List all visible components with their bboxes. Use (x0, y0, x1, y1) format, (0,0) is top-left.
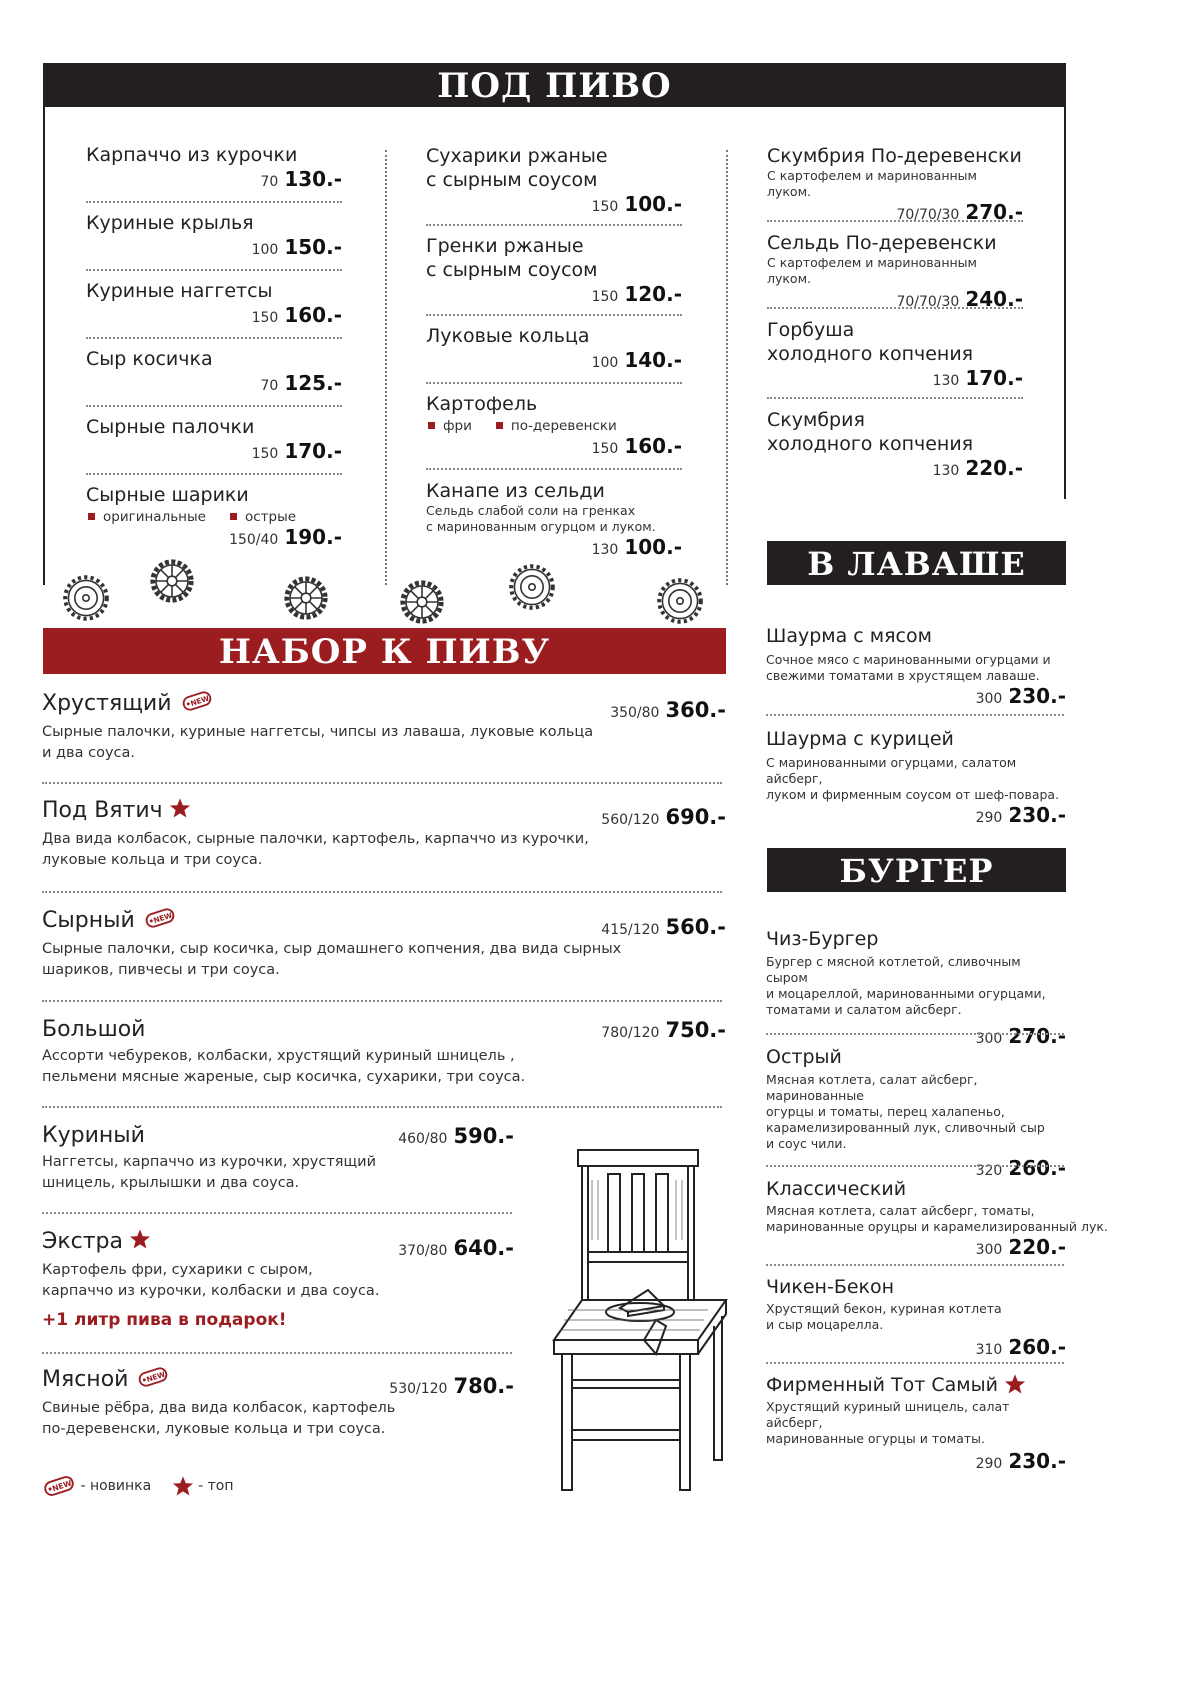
item-price: 270.- (1008, 1024, 1066, 1048)
item-name-line2: с сырным соусом (426, 259, 598, 281)
item-weight: 300 (975, 1242, 1003, 1258)
item-weight: 130 (932, 373, 960, 389)
item-weight: 300 (975, 691, 1003, 707)
item-price: 780.- (453, 1374, 514, 1398)
item-price: 750.- (665, 1018, 726, 1042)
menu-item (766, 727, 1066, 827)
item-description: Сырные палочки, сыр косичка, сыр домашнего копчения, два вида сырных (42, 941, 622, 957)
section-frame-right (1064, 107, 1066, 499)
menu-item (42, 1228, 514, 1330)
item-name: Фирменный Тот Самый (766, 1374, 998, 1396)
item-price: 270.- (965, 200, 1023, 224)
item-name: Горбуша (767, 319, 855, 341)
top-star-icon (172, 1475, 194, 1497)
item-price: 160.- (624, 434, 682, 458)
item-name: Скумбрия По-деревенски (767, 145, 1022, 167)
legend-new-label: - новинка (80, 1478, 152, 1494)
item-description: Сельдь слабой соли на гренках (426, 503, 636, 518)
menu-item (42, 907, 726, 981)
item-name: Канапе из сельди (426, 480, 605, 502)
item-name: Мясной (42, 1367, 129, 1392)
item-description: и два соуса. (42, 745, 135, 761)
top-star-icon (1004, 1373, 1026, 1395)
item-description: Сочное мясо с маринованными огурцами и (766, 652, 1051, 667)
item-weight: 780/120 (601, 1025, 660, 1041)
item-price: 140.- (624, 348, 682, 372)
item-price: 560.- (665, 915, 726, 939)
item-description: с маринованным огурцом и луком. (426, 519, 656, 534)
item-price: 260.- (1008, 1156, 1066, 1180)
item-weight: 370/80 (398, 1243, 448, 1259)
new-badge-icon (143, 907, 177, 929)
item-price: 640.- (453, 1236, 514, 1260)
item-name: Сельдь По-деревенски (767, 232, 997, 254)
menu-item (86, 143, 342, 191)
item-description: Хрустящий бекон, куриная котлета (766, 1301, 1002, 1316)
item-weight: 150 (591, 199, 619, 215)
item-description: Мясная котлета, салат айсберг, томаты, (766, 1203, 1035, 1218)
menu-item (766, 1177, 1108, 1259)
item-description: по-деревенски, луковые кольца и три соуса. (42, 1421, 386, 1437)
section-title-burger: БУРГЕР (767, 848, 1066, 892)
item-description: С маринованными огурцами, салатом айсберг, (766, 755, 1017, 786)
menu-item (766, 624, 1066, 708)
item-weight: 415/120 (601, 922, 660, 938)
item-name: Экстра (42, 1229, 124, 1254)
menu-item (42, 1016, 726, 1088)
item-price: 230.- (1008, 1449, 1066, 1473)
item-description: шницель, крылышки и два соуса. (42, 1175, 300, 1191)
item-options: оригинальные острые (86, 509, 342, 525)
menu-item (42, 797, 726, 871)
gear-icon (282, 574, 330, 622)
item-description: Хрустящий куриный шницель, салат айсберг, (766, 1399, 1010, 1430)
column-divider (385, 150, 387, 585)
item-description: огурцы и томаты, перец халапеньо, (766, 1104, 1005, 1119)
item-name: Скумбрия (767, 409, 865, 431)
menu-item (766, 1373, 1066, 1473)
item-name: Шаурма с мясом (766, 625, 932, 647)
item-description: томатами и салатом айсберг. (766, 1002, 962, 1017)
menu-item (767, 144, 1023, 224)
item-name: Сырный (42, 908, 135, 933)
gift-note: +1 литр пива в подарок! (42, 1310, 287, 1330)
section-title-pod-pivo: ПОД ПИВО (43, 63, 1066, 107)
menu-item (426, 234, 682, 306)
item-weight: 350/80 (610, 705, 660, 721)
item-name: Сырные палочки (86, 416, 255, 438)
new-badge-icon (42, 1474, 76, 1498)
item-name: Сухарики ржаные (426, 145, 608, 167)
item-price: 220.- (1008, 1235, 1066, 1259)
menu-item (766, 1275, 1066, 1359)
item-description: и сыр моцарелла. (766, 1317, 884, 1332)
item-price: 690.- (665, 805, 726, 829)
gear-icon (62, 574, 110, 622)
item-description: луковые кольца и три соуса. (42, 852, 263, 868)
menu-item (766, 927, 1066, 1048)
item-description: Ассорти чебуреков, колбаски, хрустящий куриный шницель , (42, 1048, 515, 1064)
item-price: 100.- (624, 535, 682, 559)
item-description: карпаччо из курочки, колбаски и два соуса. (42, 1283, 380, 1299)
item-name: Чиз-Бургер (766, 928, 879, 950)
chair-illustration (548, 1140, 734, 1500)
item-name-line2: с сырным соусом (426, 169, 598, 191)
item-name: Картофель (426, 393, 538, 415)
item-price: 240.- (965, 287, 1023, 311)
item-description: пельмени мясные жареные, сыр косичка, сухарики, три соуса. (42, 1069, 526, 1085)
menu-item (426, 324, 682, 372)
item-weight: 70 (260, 378, 279, 394)
item-description: луком и фирменным соусом от шеф-повара. (766, 787, 1060, 802)
gear-icon (398, 578, 446, 626)
item-name: Хрустящий (42, 691, 172, 716)
item-description: Два вида колбасок, сырные палочки, картофель, карпаччо из курочки, (42, 831, 589, 847)
item-weight: 310 (975, 1342, 1003, 1358)
item-name: Сыр косичка (86, 348, 213, 370)
menu-item (426, 392, 682, 458)
menu-item (42, 1122, 514, 1194)
top-star-icon (169, 797, 191, 819)
item-weight: 150 (251, 446, 279, 462)
item-name: Острый (766, 1046, 842, 1068)
item-options: фри по-деревенски (426, 418, 682, 434)
item-description: свежими томатами в хрустящем лаваше. (766, 668, 1040, 683)
item-weight: 100 (591, 355, 619, 371)
item-description: Сырные палочки, куриные наггетсы, чипсы из лаваша, луковые кольца (42, 724, 594, 740)
item-weight: 150/40 (229, 532, 279, 548)
item-weight: 320 (975, 1163, 1003, 1179)
item-name: Классический (766, 1178, 907, 1200)
gear-icon (508, 563, 556, 611)
item-name: Карпаччо из курочки (86, 144, 298, 166)
item-price: 170.- (965, 366, 1023, 390)
item-weight: 290 (975, 1456, 1003, 1472)
item-name: Сырные шарики (86, 484, 249, 506)
item-name: Куриные наггетсы (86, 280, 273, 302)
gear-icon (656, 577, 704, 625)
section-title-lavash: В ЛАВАШЕ (767, 541, 1066, 585)
item-weight: 560/120 (601, 812, 660, 828)
item-description: С картофелем и маринованным луком. (767, 168, 977, 199)
item-description: С картофелем и маринованным луком. (767, 255, 977, 286)
column-divider (726, 150, 728, 585)
menu-item (426, 479, 682, 559)
item-name: Куриные крылья (86, 212, 254, 234)
item-description: Мясная котлета, салат айсберг, маринованные (766, 1072, 978, 1103)
item-weight: 300 (975, 1031, 1003, 1047)
menu-item (86, 415, 342, 463)
item-price: 230.- (1008, 684, 1066, 708)
item-weight: 150 (251, 310, 279, 326)
section-title-nabor: НАБОР К ПИВУ (43, 628, 726, 674)
menu-item (767, 408, 1023, 480)
new-badge-icon (136, 1366, 170, 1388)
item-price: 360.- (665, 698, 726, 722)
item-name: Шаурма с курицей (766, 728, 954, 750)
item-weight: 150 (591, 289, 619, 305)
item-description: карамелизированный лук, сливочный сыр (766, 1120, 1045, 1135)
item-name: Гренки ржаные (426, 235, 584, 257)
top-star-icon (129, 1228, 151, 1250)
menu-item (766, 1045, 1066, 1180)
item-description: и соус чили. (766, 1136, 847, 1151)
item-weight: 70 (260, 174, 279, 190)
item-name-line2: холодного копчения (767, 343, 974, 365)
menu-item (86, 347, 342, 395)
item-price: 120.- (624, 282, 682, 306)
item-weight: 530/120 (389, 1381, 448, 1397)
menu-item (86, 279, 342, 327)
menu-item (767, 318, 1023, 390)
item-description: маринованные огурцы и томаты. (766, 1431, 986, 1446)
item-weight: 100 (251, 242, 279, 258)
menu-item (42, 690, 726, 764)
legend-top-label: - топ (198, 1478, 234, 1494)
item-name: Луковые кольца (426, 325, 590, 347)
item-weight: 130 (932, 463, 960, 479)
item-price: 190.- (284, 525, 342, 549)
menu-item (426, 144, 682, 216)
item-name-line2: холодного копчения (767, 433, 974, 455)
item-price: 220.- (965, 456, 1023, 480)
item-price: 590.- (453, 1124, 514, 1148)
new-badge-icon (180, 690, 214, 712)
item-name: Большой (42, 1017, 146, 1042)
item-description: Бургер с мясной котлетой, сливочным сыром (766, 954, 1021, 985)
menu-item (42, 1366, 514, 1440)
menu-item (86, 211, 342, 259)
legend (42, 1474, 234, 1498)
item-price: 170.- (284, 439, 342, 463)
item-weight: 130 (591, 542, 619, 558)
item-weight: 290 (975, 810, 1003, 826)
item-description: маринованные оруцры и карамелизированный лук. (766, 1219, 1108, 1234)
item-description: Свиные рёбра, два вида колбасок, картофель (42, 1400, 396, 1416)
item-weight: 150 (591, 441, 619, 457)
item-description: Картофель фри, сухарики с сыром, (42, 1262, 313, 1278)
item-price: 125.- (284, 371, 342, 395)
item-weight: 460/80 (398, 1131, 448, 1147)
menu-item (767, 231, 1023, 311)
item-name: Чикен-Бекон (766, 1276, 895, 1298)
item-price: 100.- (624, 192, 682, 216)
item-price: 160.- (284, 303, 342, 327)
item-description: шариков, пивчесы и три соуса. (42, 962, 280, 978)
item-price: 150.- (284, 235, 342, 259)
item-description: Наггетсы, карпаччо из курочки, хрустящий (42, 1154, 376, 1170)
item-weight: 70/70/30 (896, 207, 960, 223)
item-name: Под Вятич (42, 798, 163, 823)
item-price: 130.- (284, 167, 342, 191)
item-name: Куриный (42, 1123, 145, 1148)
item-description: и моцареллой, маринованными огурцами, (766, 986, 1046, 1001)
menu-item (86, 483, 342, 549)
item-price: 230.- (1008, 803, 1066, 827)
item-weight: 70/70/30 (896, 294, 960, 310)
item-price: 260.- (1008, 1335, 1066, 1359)
gear-icon (148, 557, 196, 605)
